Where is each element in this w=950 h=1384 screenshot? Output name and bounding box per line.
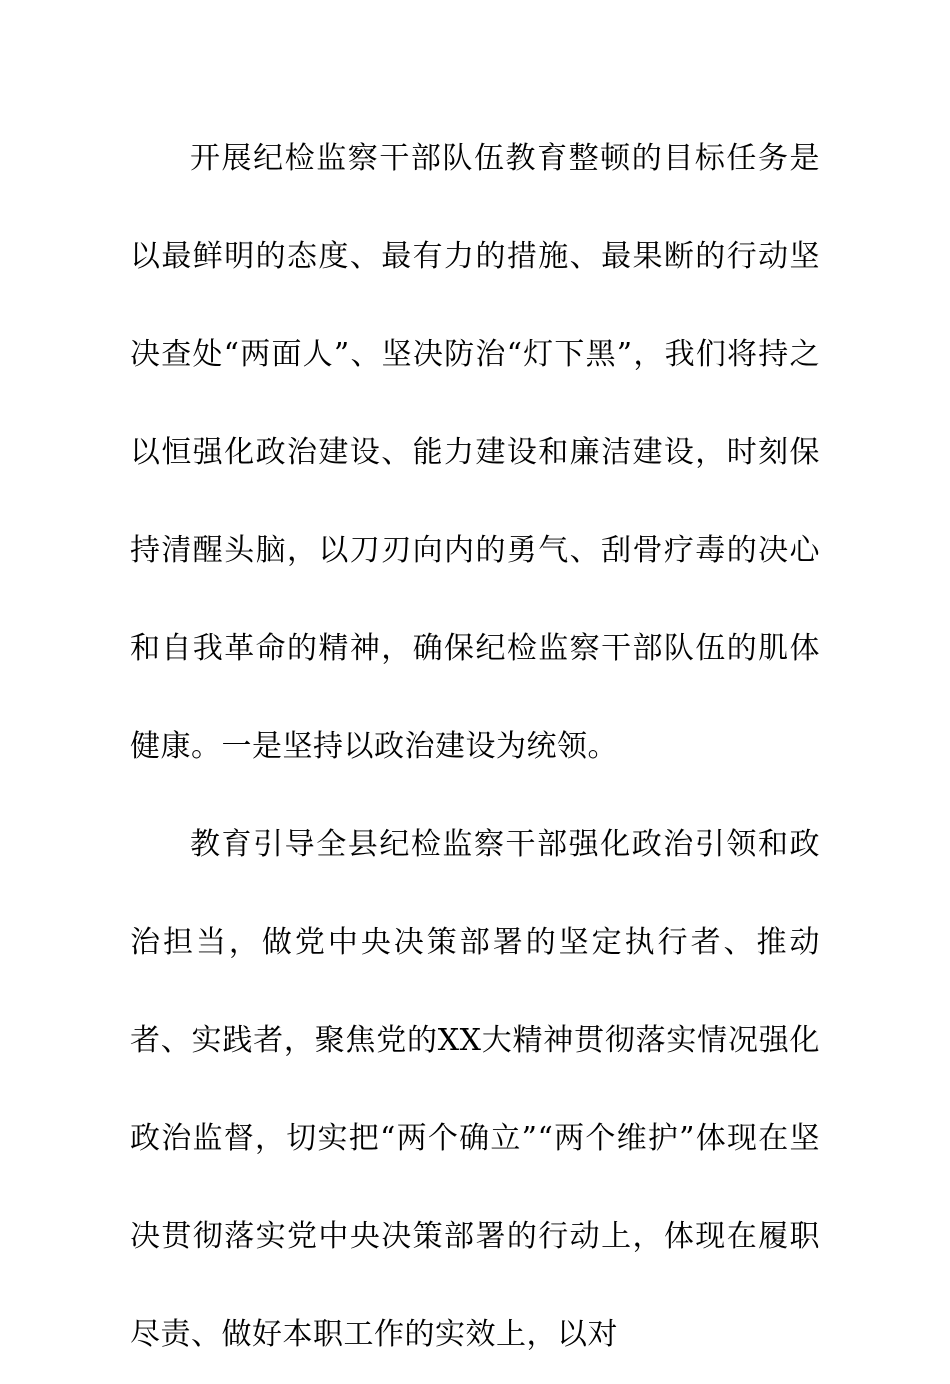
paragraph-2: 教育引导全县纪检监察干部强化政治引领和政治担当，做党中央决策部署的坚定执行者、推动者、实践者，聚焦党的XX大精神贯彻落实情况强化政治监督，切实把“两个确立”“两个维护”体现在坚决贯彻落实党中央决策部署的行动上，体现在履职尽责、做好本职工作的实效上，以对 xyxy=(130,827,820,1352)
paragraph-1: 开展纪检监察干部队伍教育整顿的目标任务是以最鲜明的态度、最有力的措施、最果断的行动坚决查处“两面人”、坚决防治“灯下黑”，我们将持之以恒强化政治建设、能力建设和廉洁建设，时刻保持清醒头脑，以刀刃向内的勇气、刮骨疗毒的决心和自我革命的精神，确保纪检监察干部队伍的肌体健康。一是坚持以政治建设为统领。 xyxy=(130,141,820,764)
document-body xyxy=(130,110,820,1384)
